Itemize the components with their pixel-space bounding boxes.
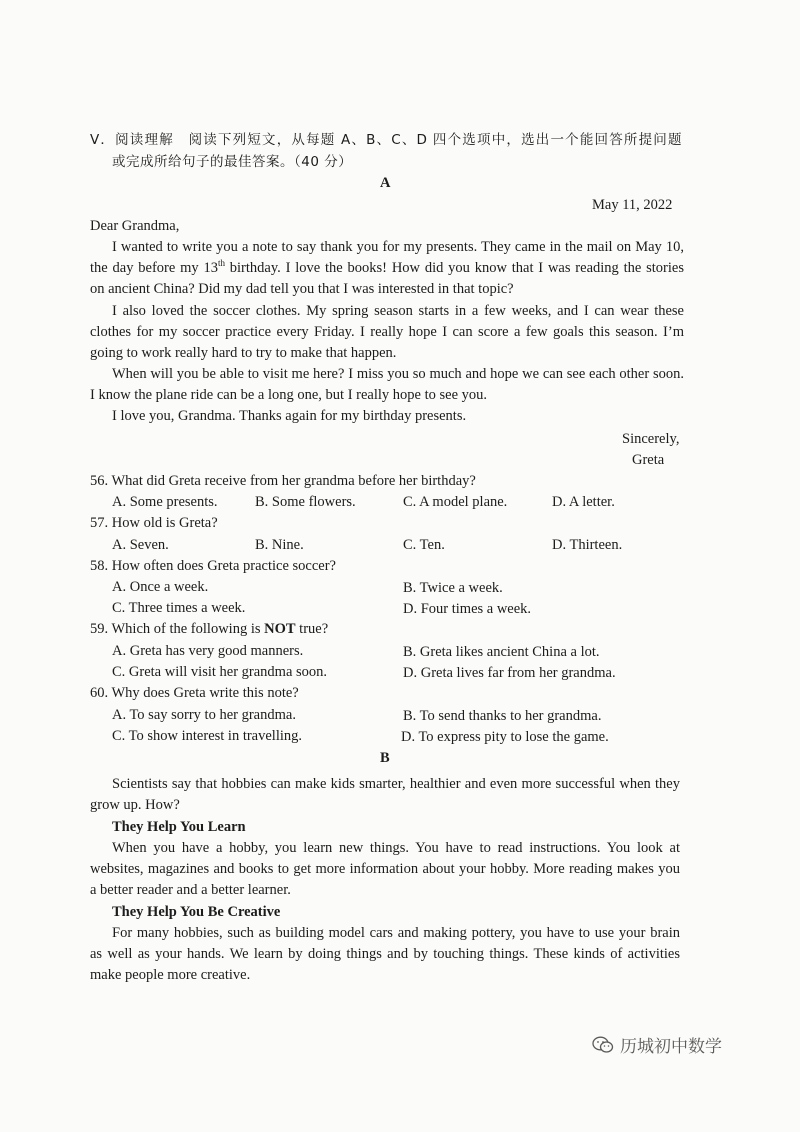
question-59-option-b: B. Greta likes ancient China a lot.: [403, 644, 600, 660]
question-56-stem: 56. What did Greta receive from her grandma before her birthday?: [90, 473, 476, 489]
passage-b-s2-line2: as well as your hands. We learn by doing things and by touching things. These kinds of activities: [90, 946, 680, 962]
letter-p1-line2: the day before my 13th birthday. I love the books! How did you know that I was reading the stories: [90, 258, 684, 276]
question-56-option-a: A. Some presents.: [112, 494, 218, 510]
question-57-option-d: D. Thirteen.: [552, 537, 623, 553]
passage-b-s1-line3: a better reader and a better learner.: [90, 882, 291, 898]
question-59-option-d: D. Greta lives far from her grandma.: [403, 665, 616, 681]
question-59-stem: 59. Which of the following is NOT true?: [90, 621, 329, 637]
question-60-option-b: B. To send thanks to her grandma.: [403, 708, 602, 724]
question-56-option-d: D. A letter.: [552, 494, 615, 510]
question-60-stem: 60. Why does Greta write this note?: [90, 685, 299, 701]
question-58-stem: 58. How often does Greta practice soccer?: [90, 558, 336, 574]
question-60-option-d: D. To express pity to lose the game.: [401, 729, 609, 745]
section-instruction-line1: V．阅读理解 阅读下列短文，从每题 A、B、C、D 四个选项中，选出一个能回答所提问题: [90, 132, 682, 148]
watermark-text: 历城初中数学: [620, 1037, 722, 1057]
letter-p2-line1: I also loved the soccer clothes. My spring season starts in a few weeks, and I can wear these: [112, 303, 684, 319]
question-56-option-b: B. Some flowers.: [255, 494, 356, 510]
letter-p2-line3: going to work really hard to try to make that happen.: [90, 345, 397, 361]
letter-p1-line1: I wanted to write you a note to say thank you for my presents. They came in the mail on May 10,: [112, 239, 684, 255]
letter-date: May 11, 2022: [592, 197, 673, 213]
letter-closing: Sincerely,: [622, 431, 680, 447]
question-56-option-c: C. A model plane.: [403, 494, 508, 510]
subheading-help-learn: They Help You Learn: [112, 819, 246, 835]
question-60-option-c: C. To show interest in travelling.: [112, 728, 303, 744]
letter-p3-line1: When will you be able to visit me here? I miss you so much and hope we can see each other soon.: [112, 366, 684, 382]
letter-p2-line2: clothes for my soccer practice every Friday. I really hope I can score a few goals this season. I’m: [90, 324, 684, 340]
letter-p1-line3: on ancient China? Did my dad tell you that I was interested in that topic?: [90, 281, 514, 297]
letter-p4: I love you, Grandma. Thanks again for my birthday presents.: [112, 408, 467, 424]
letter-greeting: Dear Grandma,: [90, 218, 180, 234]
passage-b-s1-line1: When you have a hobby, you learn new things. You have to read instructions. You look at: [112, 840, 680, 856]
question-58-option-a: A. Once a week.: [112, 579, 209, 595]
question-59-option-a: A. Greta has very good manners.: [112, 643, 304, 659]
letter-signature: Greta: [632, 452, 665, 468]
question-60-option-a: A. To say sorry to her grandma.: [112, 707, 296, 723]
passage-b-s1-line2: websites, magazines and books to get more information about your hobby. More reading makes you: [90, 861, 680, 877]
question-57-option-a: A. Seven.: [112, 537, 169, 553]
watermark: [592, 1032, 722, 1057]
subheading-help-creative: They Help You Be Creative: [112, 904, 281, 920]
question-59-option-c: C. Greta will visit her grandma soon.: [112, 664, 328, 680]
letter-p3-line2: I know the plane ride can be a long one, but I really hope to see you.: [90, 387, 488, 403]
question-58-option-b: B. Twice a week.: [403, 580, 503, 596]
passage-b-intro-line1: Scientists say that hobbies can make kids smarter, healthier and even more successful when they: [112, 776, 680, 792]
wechat-icon: [592, 1036, 614, 1054]
passage-b-s2-line3: make people more creative.: [90, 967, 251, 983]
section-instruction-line2: 或完成所给句子的最佳答案。（40 分）: [112, 154, 353, 170]
question-57-option-c: C. Ten.: [403, 537, 445, 553]
passage-b-heading: B: [380, 750, 390, 766]
question-57-option-b: B. Nine.: [255, 537, 304, 553]
question-58-option-d: D. Four times a week.: [403, 601, 532, 617]
question-58-option-c: C. Three times a week.: [112, 600, 246, 616]
passage-b-s2-line1: For many hobbies, such as building model cars and making pottery, you have to use your brain: [112, 925, 680, 941]
question-57-stem: 57. How old is Greta?: [90, 515, 218, 531]
passage-a-heading: A: [380, 175, 391, 191]
passage-b-intro-line2: grow up. How?: [90, 797, 180, 813]
